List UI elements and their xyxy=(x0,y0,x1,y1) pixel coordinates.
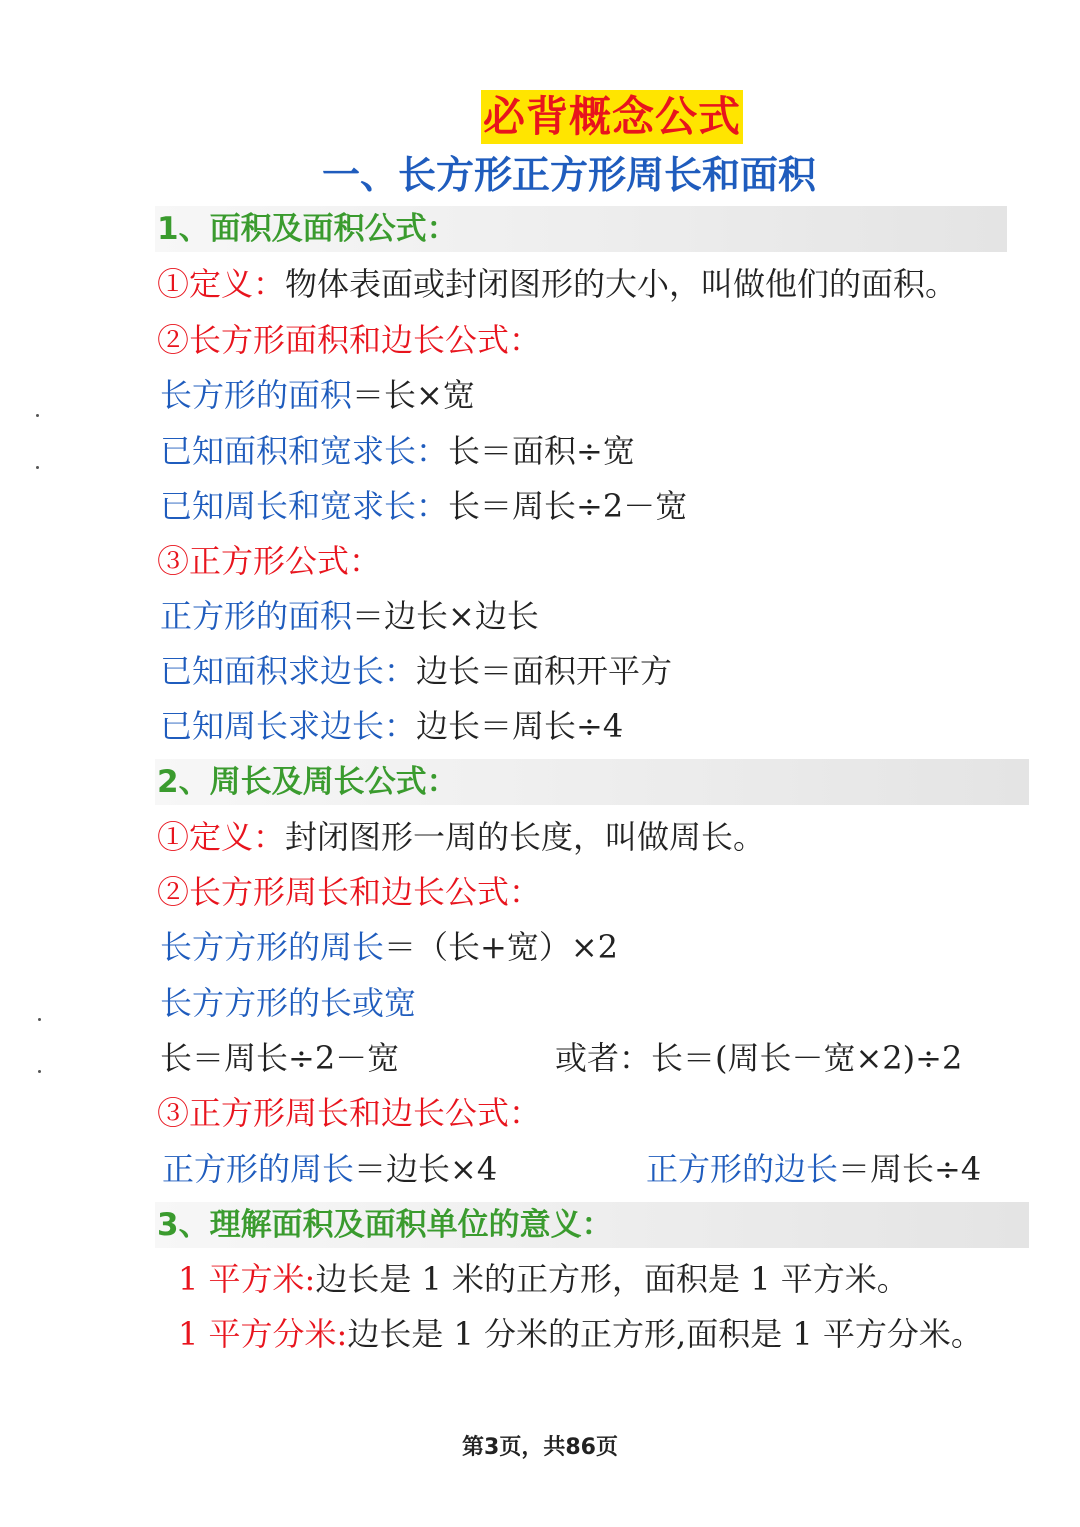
formula-text: 边长＝面积开平方 xyxy=(416,652,673,690)
section-heading-perimeter: 2、周长及周长公式： xyxy=(155,759,1029,805)
scan-speck xyxy=(36,414,39,417)
formula-label: 长方方形的周长 xyxy=(160,928,385,966)
square-perimeter-heading: ③正方形周长和边长公式： xyxy=(157,1094,542,1132)
formula-label: 已知周长求边长： xyxy=(160,707,417,745)
rect-side-formula: 长＝周长÷2－宽 xyxy=(160,1039,400,1077)
square-heading: ③正方形公式： xyxy=(157,542,382,580)
rect-area-heading: ②长方形面积和边长公式： xyxy=(157,321,542,359)
square-area-formula xyxy=(160,594,539,638)
formula-label: 正方形的周长 xyxy=(162,1150,355,1188)
formula-label: 已知面积求边长： xyxy=(160,652,417,690)
formula-text: ＝边长×4 xyxy=(354,1150,498,1188)
rect-length-from-area xyxy=(160,429,635,473)
formula-text: ＝（长+宽）×2 xyxy=(384,928,619,966)
formula-text: 边长＝周长÷4 xyxy=(416,707,624,745)
definition-label: ①定义： xyxy=(157,265,286,303)
unit-label: 1 平方分米: xyxy=(178,1315,348,1353)
square-side-from-perimeter xyxy=(160,704,623,748)
formula-text: 长＝面积÷宽 xyxy=(448,432,635,470)
rect-perimeter-formula xyxy=(160,925,618,969)
rect-length-from-perimeter xyxy=(160,484,687,528)
square-side-formula xyxy=(646,1147,981,1191)
area-definition xyxy=(157,262,957,306)
rect-side-formula-alt: 或者：长＝(周长－宽×2)÷2 xyxy=(555,1039,963,1077)
section-heading-area: 1、面积及面积公式： xyxy=(155,206,1007,252)
formula-label: 正方形的面积 xyxy=(160,597,353,635)
definition-text: 物体表面或封闭图形的大小，叫做他们的面积。 xyxy=(285,265,958,303)
formula-text: 长＝周长÷2－宽 xyxy=(448,487,688,525)
scan-speck xyxy=(36,466,39,469)
formula-text: ＝边长×边长 xyxy=(352,597,539,635)
rect-side-label: 长方方形的长或宽 xyxy=(160,984,417,1022)
unit-label: 1 平方米: xyxy=(178,1260,316,1298)
definition-label: ①定义： xyxy=(157,818,286,856)
formula-label: 已知面积和宽求长： xyxy=(160,432,449,470)
page-number: 第3页，共86页 xyxy=(462,1435,618,1460)
formula-text: ＝周长÷4 xyxy=(838,1150,982,1188)
scan-speck xyxy=(38,1070,41,1073)
chapter-title: 一、长方形正方形周长和面积 xyxy=(322,153,817,197)
section-heading-units: 3、理解面积及面积单位的意义： xyxy=(155,1202,1029,1248)
formula-label: 正方形的边长 xyxy=(646,1150,839,1188)
square-perimeter-formula xyxy=(162,1147,497,1191)
perimeter-definition xyxy=(157,815,765,859)
square-side-from-area xyxy=(160,649,672,693)
unit-text: 边长是 1 分米的正方形,面积是 1 平方分米。 xyxy=(347,1315,983,1353)
formula-label: 长方形的面积 xyxy=(160,376,353,414)
page-title: 必背概念公式 xyxy=(481,90,743,144)
unit-square-decimeter xyxy=(178,1312,983,1356)
formula-text: ＝长×宽 xyxy=(352,376,475,414)
definition-text: 封闭图形一周的长度，叫做周长。 xyxy=(285,818,766,856)
rect-area-formula xyxy=(160,373,475,417)
unit-square-meter xyxy=(178,1257,909,1301)
scan-speck xyxy=(38,1018,41,1021)
formula-label: 已知周长和宽求长： xyxy=(160,487,449,525)
rect-perimeter-heading: ②长方形周长和边长公式： xyxy=(157,873,542,911)
unit-text: 边长是 1 米的正方形，面积是 1 平方米。 xyxy=(315,1260,909,1298)
